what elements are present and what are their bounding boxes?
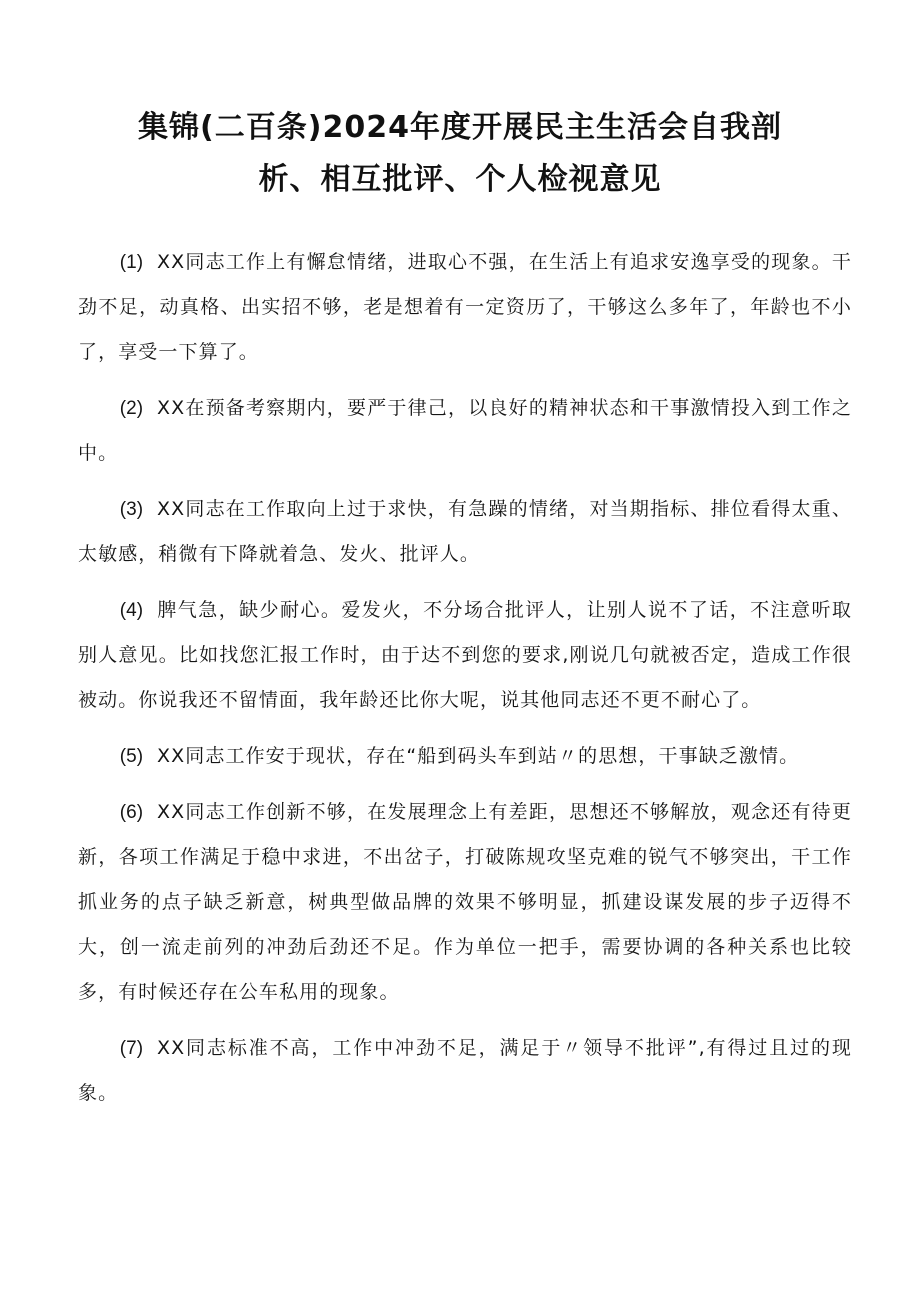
paragraph-text: XX同志工作安于现状，存在“船到码头车到站〃的思想，干事缺乏激情。 (157, 745, 800, 767)
document-title-line-2: 析、相互批评、个人检视意见 (258, 162, 662, 197)
paragraph-6 (78, 790, 852, 1015)
paragraph-number: (4) (119, 600, 144, 621)
paragraph-number: (2) (119, 398, 144, 419)
paragraph-4 (78, 588, 852, 723)
paragraph-2 (78, 386, 852, 476)
paragraph-1 (78, 240, 852, 375)
paragraph-text: XX在预备考察期内，要严于律己，以良好的精神状态和干事激情投入到工作之中。 (78, 397, 852, 464)
paragraph-text: 脾气急，缺少耐心。爱发火，不分场合批评人，让别人说不了话，不注意听取别人意见。比如找您汇报工作时，由于达不到您的要求,刚说几句就被否定，造成工作很被动。你说我还不留情面，我年龄还比你大呢，说其他同志还不更不耐心了。 (78, 599, 852, 711)
paragraph-number: (1) (119, 252, 144, 273)
paragraph-text: XX同志标准不高，工作中冲劲不足，满足于〃领导不批评”,有得过且过的现象。 (78, 1037, 852, 1104)
paragraph-number: (7) (119, 1038, 144, 1059)
document-body (78, 240, 852, 1127)
paragraph-number: (5) (119, 746, 144, 767)
document-title-line-1: 集锦(二百条)2024年度开展民主生活会自我剖 (138, 110, 782, 145)
paragraph-number: (3) (119, 499, 144, 520)
paragraph-text: XX同志工作上有懈怠情绪，进取心不强，在生活上有追求安逸享受的现象。干劲不足，动真格、出实招不够，老是想着有一定资历了，干够这么多年了，年龄也不小了，享受一下算了。 (78, 251, 852, 363)
paragraph-3 (78, 487, 852, 577)
paragraph-number: (6) (119, 802, 144, 823)
paragraph-5 (78, 734, 852, 779)
paragraph-7 (78, 1026, 852, 1116)
paragraph-text: XX同志在工作取向上过于求快，有急躁的情绪，对当期指标、排位看得太重、太敏感，稍微有下降就着急、发火、批评人。 (78, 498, 852, 565)
paragraph-text: XX同志工作创新不够，在发展理念上有差距，思想还不够解放，观念还有待更新，各项工作满足于稳中求进，不出岔子，打破陈规攻坚克难的锐气不够突出，干工作抓业务的点子缺乏新意，树典型做品牌的效果不够明显，抓建设谋发展的步子迈得不大，创一流走前列的冲劲后劲还不足。作为单位一把手，需要协调的各种关系也比较多，有时候还存在公车私用的现象。 (78, 801, 852, 1003)
document-title (80, 102, 840, 206)
